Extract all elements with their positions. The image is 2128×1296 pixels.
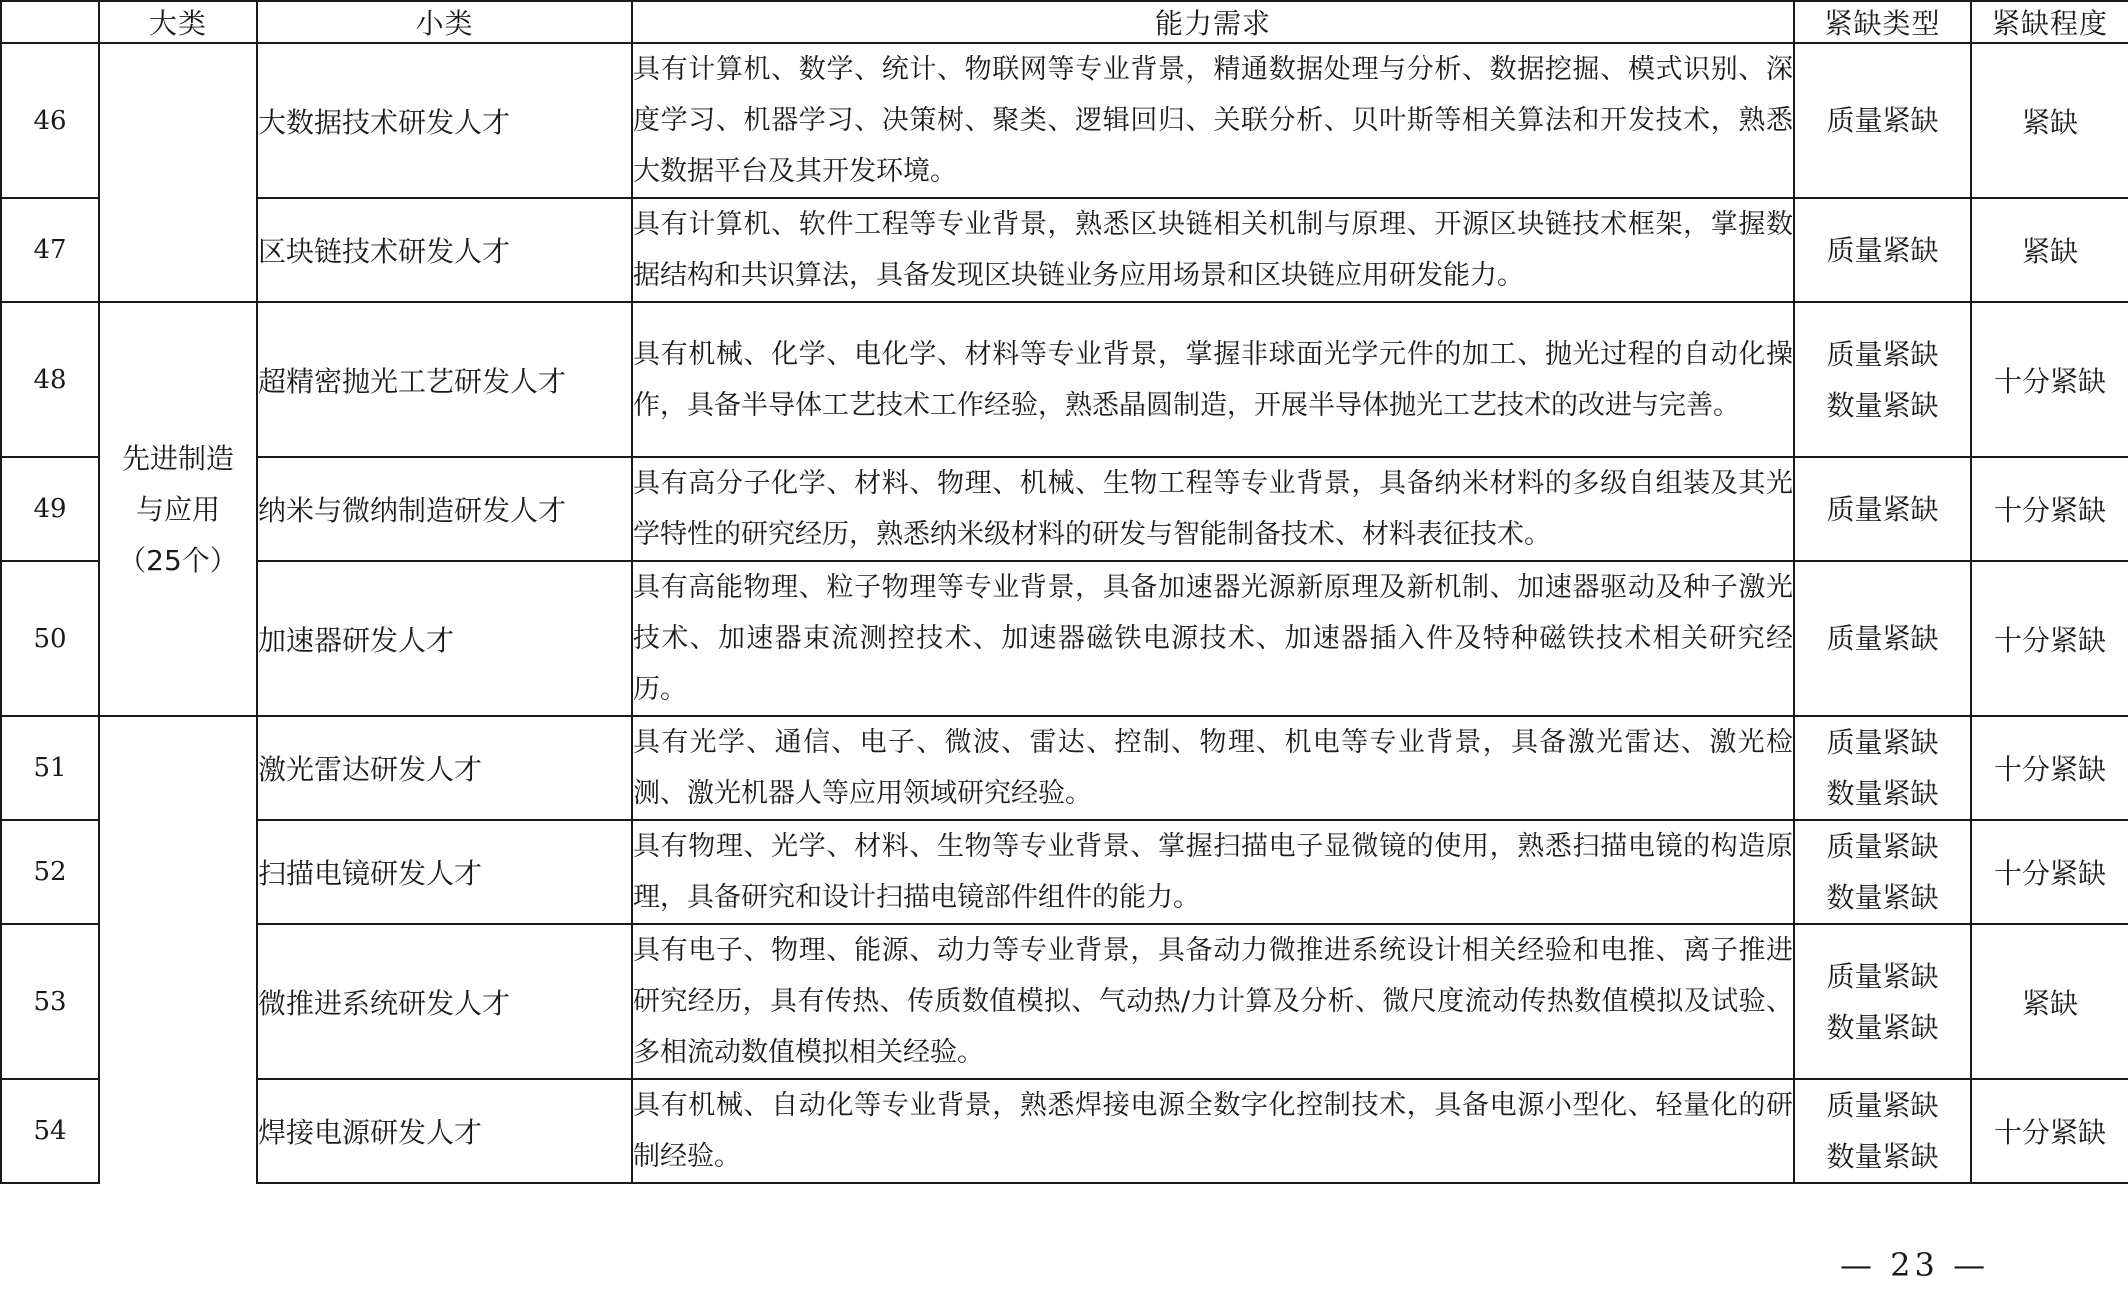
requirement-cell: 具有计算机、软件工程等专业背景，熟悉区块链相关机制与原理、开源区块链技术框架，掌握数据结构和共识算法，具备发现区块链业务应用场景和区块链应用研发能力。: [632, 198, 1794, 302]
shortage-type-line: 质量紧缺: [1826, 492, 1939, 526]
shortage-type-cell: [1794, 1079, 1971, 1183]
requirement-cell: 具有光学、通信、电子、微波、雷达、控制、物理、机电等专业背景，具备激光雷达、激光检测、激光机器人等应用领域研究经验。: [632, 716, 1794, 820]
shortage-type-cell: [1794, 561, 1971, 716]
table-row: [1, 924, 2128, 1079]
category-cell-empty: [99, 716, 257, 1183]
table-row: [1, 302, 2128, 457]
shortage-type-line: 质量紧缺: [1826, 337, 1939, 371]
shortage-type-cell: [1794, 820, 1971, 924]
shortage-type-line: 数量紧缺: [1826, 777, 1939, 810]
shortage-type-cell: [1794, 716, 1971, 820]
table-row: [1, 1079, 2128, 1183]
table-row: [1, 198, 2128, 302]
shortage-type-line: 质量紧缺: [1826, 104, 1939, 137]
shortage-level-cell: 十分紧缺: [1971, 457, 2128, 561]
requirement-cell: 具有计算机、数学、统计、物联网等专业背景，精通数据处理与分析、数据挖掘、模式识别、深度学习、机器学习、决策树、聚类、逻辑回归、关联分析、贝叶斯等相关算法和开发技术，熟悉大数据平台及其开发环境。: [632, 43, 1794, 198]
header-category: 大类: [99, 1, 257, 43]
shortage-type-line: 数量紧缺: [1826, 388, 1939, 422]
header-subcategory: 小类: [257, 1, 632, 43]
shortage-type-line: 质量紧缺: [1826, 1089, 1939, 1122]
shortage-level-cell: 十分紧缺: [1971, 820, 2128, 924]
header-shortage-type: 紧缺类型: [1794, 1, 1971, 43]
header-num: [1, 1, 99, 43]
shortage-type-line: 数量紧缺: [1826, 881, 1939, 914]
requirement-cell: 具有电子、物理、能源、动力等专业背景，具备动力微推进系统设计相关经验和电推、离子推进研究经历，具有传热、传质数值模拟、气动热/力计算及分析、微尺度流动传热数值模拟及试验、多相流动数值模拟相关经验。: [632, 924, 1794, 1079]
row-number: 50: [1, 561, 99, 716]
category-cell: [99, 302, 257, 716]
requirement-cell: 具有高分子化学、材料、物理、机械、生物工程等专业背景，具备纳米材料的多级自组装及其光学特性的研究经历，熟悉纳米级材料的研发与智能制备技术、材料表征技术。: [632, 457, 1794, 561]
shortage-type-line: 质量紧缺: [1826, 726, 1939, 759]
shortage-level-cell: 十分紧缺: [1971, 302, 2128, 457]
requirement-cell: 具有高能物理、粒子物理等专业背景，具备加速器光源新原理及新机制、加速器驱动及种子激光技术、加速器束流测控技术、加速器磁铁电源技术、加速器插入件及特种磁铁技术相关研究经历。: [632, 561, 1794, 716]
subcategory-cell: 大数据技术研发人才: [257, 43, 632, 198]
category-line-2: 与应用: [135, 492, 220, 526]
subcategory-cell: 超精密抛光工艺研发人才: [257, 302, 632, 457]
page-number: — 23 —: [1840, 1246, 1990, 1284]
shortage-type-line: 质量紧缺: [1826, 959, 1939, 993]
subcategory-cell: 加速器研发人才: [257, 561, 632, 716]
shortage-level-cell: 紧缺: [1971, 924, 2128, 1079]
row-number: 52: [1, 820, 99, 924]
requirement-cell: 具有机械、化学、电化学、材料等专业背景，掌握非球面光学元件的加工、抛光过程的自动化操作，具备半导体工艺技术工作经验，熟悉晶圆制造，开展半导体抛光工艺技术的改进与完善。: [632, 302, 1794, 457]
requirement-cell: 具有物理、光学、材料、生物等专业背景、掌握扫描电子显微镜的使用，熟悉扫描电镜的构造原理，具备研究和设计扫描电镜部件组件的能力。: [632, 820, 1794, 924]
shortage-level-cell: 十分紧缺: [1971, 716, 2128, 820]
table-row: [1, 716, 2128, 820]
shortage-type-line: 质量紧缺: [1826, 233, 1939, 267]
subcategory-cell: 纳米与微纳制造研发人才: [257, 457, 632, 561]
shortage-type-line: 数量紧缺: [1826, 1010, 1939, 1044]
requirement-cell: 具有机械、自动化等专业背景，熟悉焊接电源全数字化控制技术，具备电源小型化、轻量化的研制经验。: [632, 1079, 1794, 1183]
shortage-type-line: 质量紧缺: [1826, 830, 1939, 863]
row-number: 49: [1, 457, 99, 561]
row-number: 46: [1, 43, 99, 198]
table-row: [1, 43, 2128, 198]
category-line-1: 先进制造: [121, 441, 234, 475]
shortage-level-cell: 紧缺: [1971, 198, 2128, 302]
subcategory-cell: 区块链技术研发人才: [257, 198, 632, 302]
shortage-type-cell: [1794, 302, 1971, 457]
shortage-type-line: 数量紧缺: [1826, 1140, 1939, 1173]
shortage-type-cell: [1794, 43, 1971, 198]
header-requirement: 能力需求: [632, 1, 1794, 43]
table-row: [1, 561, 2128, 716]
shortage-level-cell: 十分紧缺: [1971, 1079, 2128, 1183]
shortage-type-line: 质量紧缺: [1826, 622, 1939, 655]
row-number: 51: [1, 716, 99, 820]
shortage-level-cell: 紧缺: [1971, 43, 2128, 198]
row-number: 53: [1, 924, 99, 1079]
subcategory-cell: 激光雷达研发人才: [257, 716, 632, 820]
subcategory-cell: 焊接电源研发人才: [257, 1079, 632, 1183]
header-shortage-level: 紧缺程度: [1971, 1, 2128, 43]
subcategory-cell: 扫描电镜研发人才: [257, 820, 632, 924]
shortage-level-cell: 十分紧缺: [1971, 561, 2128, 716]
row-number: 54: [1, 1079, 99, 1183]
category-cell-empty: [99, 43, 257, 302]
table-row: [1, 820, 2128, 924]
header-row: [1, 1, 2128, 43]
shortage-type-cell: [1794, 457, 1971, 561]
subcategory-cell: 微推进系统研发人才: [257, 924, 632, 1079]
row-number: 48: [1, 302, 99, 457]
table-row: [1, 457, 2128, 561]
shortage-type-cell: [1794, 924, 1971, 1079]
row-number: 47: [1, 198, 99, 302]
shortage-type-cell: [1794, 198, 1971, 302]
category-line-3: （25个）: [118, 543, 238, 577]
